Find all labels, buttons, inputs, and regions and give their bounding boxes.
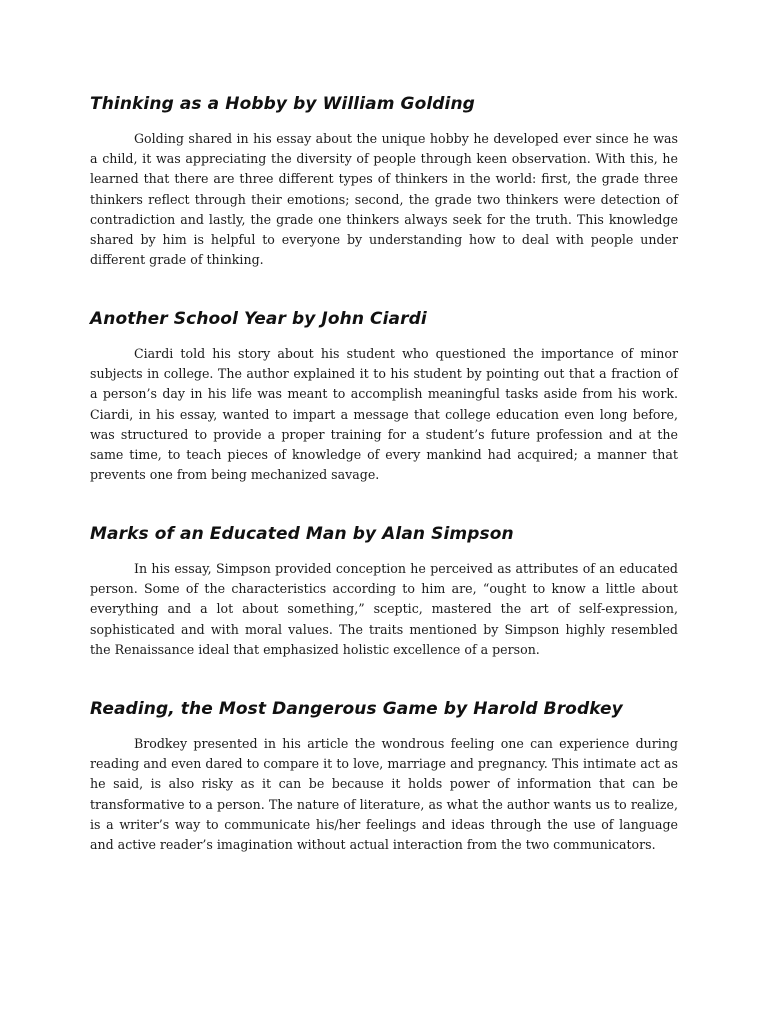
section-heading: Another School Year by John Ciardi bbox=[90, 309, 427, 329]
section-paragraph: Golding shared in his essay about the unique hobby he developed ever since he was a child, it was appreciating the diversity of people through keen observation. With this, he learned that there are three different types of thinkers in the world: first, the grade three thinkers reflect through their emotions; second, the grade two thinkers were detection of contradiction and lastly, the grade one thinkers always seek for the truth. This knowledge shared by him is helpful to everyone by understanding how to deal with people under different grade of thinking. bbox=[90, 131, 678, 268]
section-paragraph: Brodkey presented in his article the wondrous feeling one can experience during reading and even dared to compare it to love, marriage and pregnancy. This intimate act as he said, is also risky as it can be because it holds power of information that can be transformative to a person. The nature of literature, as what the author wants us to realize, is a writer’s way to communicate his/her feelings and ideas through the use of language and active reader’s imagination without actual interaction from the two communicators. bbox=[90, 736, 678, 853]
essay-section-ciardi bbox=[90, 308, 678, 485]
section-heading: Reading, the Most Dangerous Game by Harold Brodkey bbox=[90, 699, 623, 719]
essay-section-brodkey bbox=[90, 698, 678, 855]
section-paragraph: In his essay, Simpson provided conception he perceived as attributes of an educated person. Some of the characteristics according to him are, “ought to know a little about everything and a lot about something,” sceptic, mastered the art of self-expression, sophisticated and with moral values. The traits mentioned by Simpson highly resembled the Renaissance ideal that emphasized holistic excellence of a person. bbox=[90, 561, 678, 657]
section-heading: Marks of an Educated Man by Alan Simpson bbox=[90, 524, 514, 544]
section-heading: Thinking as a Hobby by William Golding bbox=[90, 94, 475, 114]
section-paragraph: Ciardi told his story about his student who questioned the importance of minor subjects in college. The author explained it to his student by pointing out that a fraction of a person’s day in his life was meant to accomplish meaningful tasks aside from his work. Ciardi, in his essay, wanted to impart a message that college education even long before, was structured to provide a proper training for a student’s future profession and at the same time, to teach pieces of knowledge of every mankind had acquired; a manner that prevents one from being mechanized savage. bbox=[90, 346, 678, 483]
essay-section-simpson bbox=[90, 523, 678, 660]
essay-section-golding bbox=[90, 93, 678, 270]
